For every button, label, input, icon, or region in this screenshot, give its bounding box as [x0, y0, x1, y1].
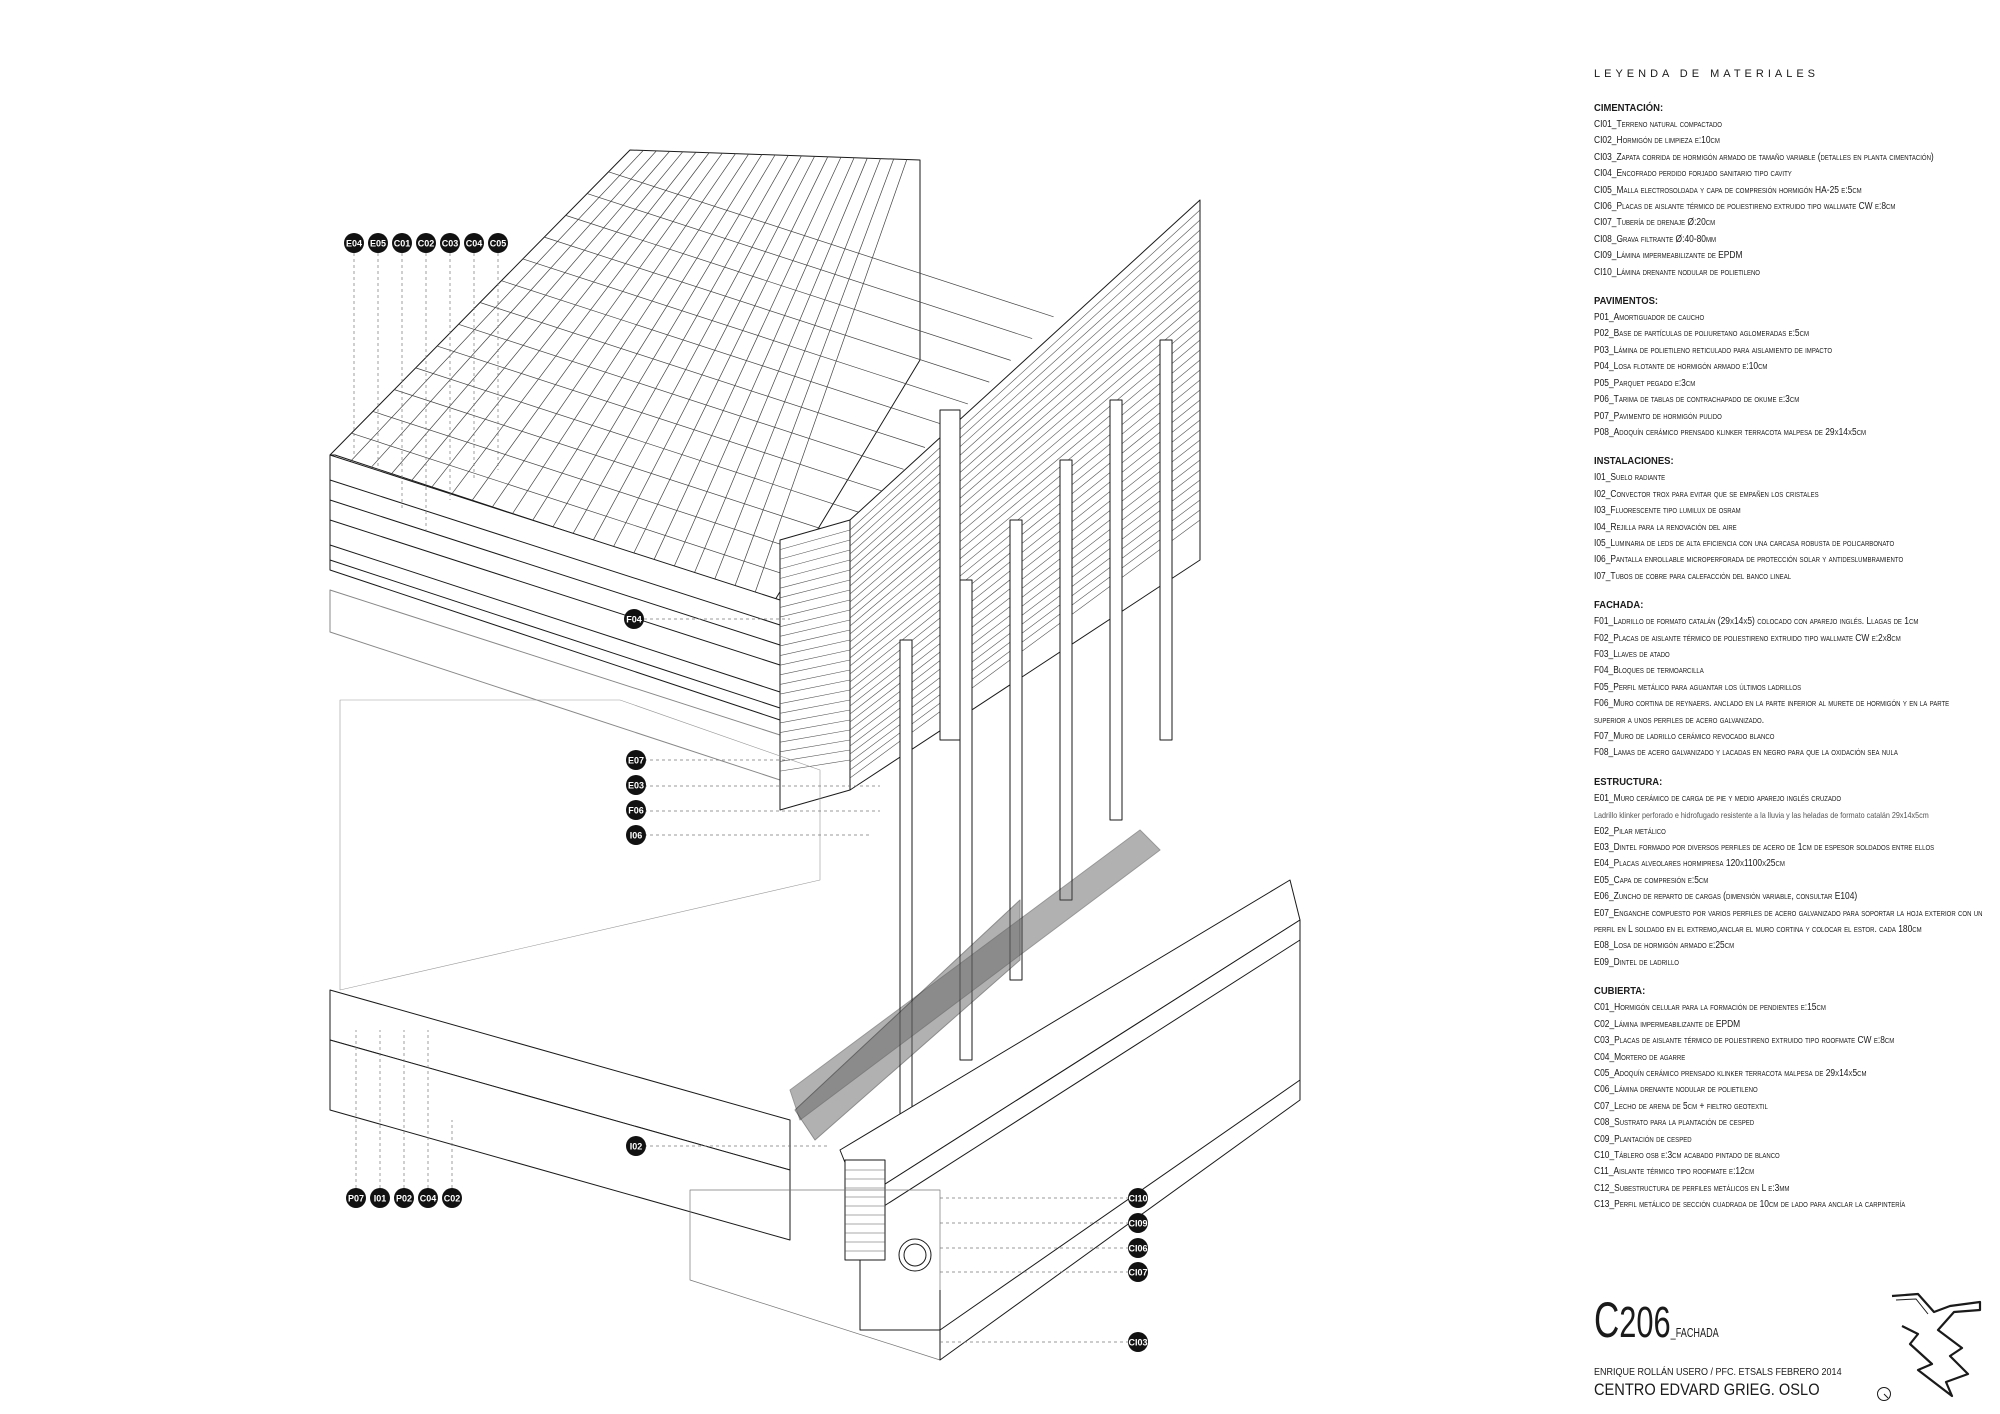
material-tag-label: C04 — [465, 238, 483, 249]
legend-item: P02_Base de partículas de poliuretano aglomeradas e:5cm — [1594, 328, 1809, 340]
legend-title: LEYENDA DE MATERIALES — [1594, 68, 1820, 80]
mullion — [1110, 400, 1122, 820]
legend-item: E09_Dintel de ladrillo — [1594, 956, 1679, 968]
legend-item: CI08_Grava filtrante Ø:40-80mm — [1594, 233, 1717, 245]
legend-item: CI09_Lámina impermeabilizante de EPDM — [1594, 250, 1743, 262]
material-tag — [346, 1188, 366, 1208]
legend-section-heading: FACHADA: — [1594, 599, 1644, 612]
legend-item: P08_Adoquín cerámico prensado klinker terracota malpesa de 29x14x5cm — [1594, 426, 1867, 438]
legend-item: I05_Luminaria de leds de alta eficiencia con una carcasa robusta de policarbonato — [1594, 537, 1895, 549]
legend-item: P01_Amortiguador de caucho — [1594, 312, 1705, 324]
material-tag — [442, 1188, 462, 1208]
legend-item: C09_Plantación de cesped — [1594, 1133, 1692, 1145]
material-tag — [418, 1188, 438, 1208]
sheet-number: 206 — [1619, 1298, 1671, 1347]
legend-item: C08_Sustrato para la plantación de cesped — [1594, 1117, 1755, 1129]
material-tag — [1128, 1332, 1148, 1352]
legend-item: C03_Placas de aislante térmico de poliestireno extruido tipo roofmate CW e:8cm — [1594, 1035, 1895, 1047]
material-tag-label: I02 — [629, 1141, 643, 1152]
legend-item: E06_Zuncho de reparto de cargas (dimensión variable, consultar E104) — [1594, 891, 1858, 903]
legend-item: CI05_Malla electrosoldada y capa de compresión hormigón HA-25 e:5cm — [1594, 184, 1862, 196]
material-tag — [488, 233, 508, 253]
legend-item: C06_Lámina drenante nodular de polietileno — [1594, 1084, 1758, 1096]
legend-item: I07_Tubos de cobre para calefacción del banco lineal — [1594, 570, 1792, 582]
material-tag-label: P07 — [347, 1193, 365, 1204]
material-tag-label: E04 — [345, 238, 363, 249]
legend-item: CI10_Lámina drenante nodular de polietileno — [1594, 266, 1760, 278]
author-line: ENRIQUE ROLLÁN USERO / PFC. ETSALS FEBRERO 2014 — [1594, 1367, 1842, 1378]
legend-item: F04_Bloques de termoarcilla — [1594, 665, 1704, 677]
material-tag — [626, 775, 646, 795]
title-block — [1594, 1292, 1894, 1400]
legend-item: F08_Lamas de acero galvanizado y lacadas en negro para que la oxidación sea nula — [1594, 747, 1898, 759]
material-tag-label: E07 — [627, 755, 645, 766]
legend-section-heading: INSTALACIONES: — [1594, 455, 1674, 468]
legend-section — [1594, 295, 1984, 441]
material-tag-label: C02 — [443, 1193, 461, 1204]
legend-item: P07_Pavimento de hormigón pulido — [1594, 410, 1722, 422]
material-tag-label: CI07 — [1128, 1267, 1148, 1278]
legend-item: F03_Llaves de atado — [1594, 648, 1670, 660]
legend-section — [1594, 985, 1984, 1213]
legend-item: CI03_Zapata corrida de hormigón armado de tamaño variable (detalles en planta cimentación) — [1594, 151, 1934, 163]
material-tag-label: CI06 — [1128, 1243, 1148, 1254]
legend-section — [1594, 102, 1984, 281]
material-tag-label: F06 — [628, 805, 644, 816]
mullion — [1060, 460, 1072, 900]
material-tag — [1128, 1238, 1148, 1258]
material-tag — [440, 233, 460, 253]
legend-item: I02_Convector trox para evitar que se empañen los cristales — [1594, 488, 1819, 500]
legend-item: F07_Muro de ladrillo cerámico revocado blanco — [1594, 731, 1775, 742]
material-tag — [626, 825, 646, 845]
legend-item: F02_Placas de aislante térmico de poliestireno extruido tipo wallmate CW e:2x8cm — [1594, 632, 1901, 644]
material-tag-label: F04 — [626, 614, 642, 625]
material-tag-label: I06 — [629, 830, 643, 841]
material-tag-label: C03 — [441, 238, 459, 249]
material-tag — [626, 750, 646, 770]
legend-item: E03_Dintel formado por diversos perfiles de acero de 1cm de espesor soldados entre ellos — [1594, 842, 1935, 854]
legend-item: I04_Rejilla para la renovación del aire — [1594, 521, 1737, 533]
material-tag-label: I01 — [373, 1193, 387, 1204]
material-tag-label: C01 — [393, 238, 411, 249]
legend-item: P04_Losa flotante de hormigón armado e:10cm — [1594, 361, 1768, 373]
legend-item: C11_Aislante térmico tipo roofmate e:12cm — [1594, 1166, 1755, 1178]
legend-item: Ladrillo klinker perforado e hidrofugado resistente a la lluvia y las heladas de formato catalán 29x14x5cm — [1594, 810, 1929, 821]
legend-item: C05_Adoquín cerámico prensado klinker terracota malpesa de 29x14x5cm — [1594, 1067, 1867, 1079]
material-tag — [626, 800, 646, 820]
legend-item: C07_Lecho de arena de 5cm + fieltro geotextil — [1594, 1100, 1768, 1112]
material-tag-label: P02 — [395, 1193, 413, 1204]
metal-pillar — [940, 410, 960, 740]
legend-item: F06_Muro cortina de reynaers. anclado en la parte inferior al murete de hormigón y en la parte superior a unos perfiles de acero galvanizado. — [1594, 698, 1950, 726]
material-tag — [394, 1188, 414, 1208]
material-tag-label: C05 — [489, 238, 507, 249]
legend-item: C10_Táblero osb e:3cm acabado pintado de blanco — [1594, 1149, 1780, 1161]
legend-item: CI04_Encofrado perdido forjado sanitario tipo cavity — [1594, 168, 1792, 180]
sheet-letter: C — [1594, 1292, 1620, 1348]
legend-item: E04_Placas alveolares hormipresa 120x1100x25cm — [1594, 858, 1785, 870]
material-tag — [624, 609, 644, 629]
material-tag — [464, 233, 484, 253]
brick-parapet-front — [780, 520, 850, 810]
foundation-brick-wall — [845, 1160, 885, 1260]
legend-section-heading: ESTRUCTURA: — [1594, 775, 1663, 788]
legend-item: P03_Lámina de polietileno reticulado para aislamiento de impacto — [1594, 344, 1833, 356]
legend-section — [1594, 599, 1984, 762]
legend-item: E02_Pilar metálico — [1594, 825, 1666, 837]
legend-section-heading: CUBIERTA: — [1594, 985, 1646, 998]
material-tag-label: CI10 — [1128, 1193, 1148, 1204]
material-tag-label: CI03 — [1128, 1337, 1148, 1348]
sheet-code — [1594, 1292, 1804, 1353]
legend-item: I03_Fluorescente tipo lumilux de osram — [1594, 505, 1741, 517]
legend-sections — [1594, 102, 1984, 1214]
legend-item: E08_Losa de hormigón armado e:25cm — [1594, 940, 1735, 952]
material-tag-label: E03 — [627, 780, 645, 791]
material-tag — [626, 1136, 646, 1156]
legend-item: C13_Perfil metálico de sección cuadrada de 10cm de lado para anclar la carpintería — [1594, 1199, 1906, 1211]
legend-item: CI01_Terreno natural compactado — [1594, 119, 1722, 130]
legend-item: C01_Hormigón celular para la formación de pendientes e:15cm — [1594, 1002, 1826, 1014]
material-tag-label: E05 — [369, 238, 387, 249]
material-tag — [1128, 1213, 1148, 1233]
legend-item: CI07_Tubería de drenaje Ø:20cm — [1594, 217, 1716, 229]
legend-item: P06_Tarima de tablas de contrachapado de okume e:3cm — [1594, 394, 1800, 406]
project-name: CENTRO EDVARD GRIEG. OSLO — [1594, 1380, 1820, 1399]
material-tag-label: C04 — [419, 1193, 437, 1204]
material-tag — [368, 233, 388, 253]
legend-item: I06_Pantalla enrollable microperforada de protección solar y antideslumbramiento — [1594, 554, 1904, 566]
legend-item: E07_Enganche compuesto por varios perfiles de acero galvanizado para soportar la hoja exterior con un perfil en L soldado en el extremo,anclar el muro cortina y colocar el estor. cada 180cm — [1594, 907, 1983, 936]
mullion — [900, 640, 912, 1140]
legend-item: C04_Mortero de agarre — [1594, 1051, 1686, 1063]
legend-section-heading: CIMENTACIÓN: — [1594, 102, 1664, 114]
material-tag — [416, 233, 436, 253]
materials-legend — [1594, 68, 1984, 1228]
material-tag — [370, 1188, 390, 1208]
mullion — [1160, 340, 1172, 740]
material-tag-label: C02 — [417, 238, 435, 249]
legend-item: I01_Suelo radiante — [1594, 472, 1666, 484]
legend-item: F01_Ladrillo de formato catalán (29x14x5) colocado con aparejo inglés. Llagas de 1cm — [1594, 616, 1919, 628]
legend-item: C12_Subestructura de perfiles metálicos en L e:3mm — [1594, 1182, 1790, 1194]
material-tag — [392, 233, 412, 253]
legend-item: CI02_Hormigón de limpieza e:10cm — [1594, 135, 1720, 147]
key-plan-icon — [1888, 1290, 1988, 1400]
legend-item: C02_Lámina impermeabilizante de EPDM — [1594, 1018, 1741, 1030]
legend-section-heading: PAVIMENTOS: — [1594, 295, 1659, 308]
material-tag — [1128, 1262, 1148, 1282]
legend-item: E01_Muro cerámico de carga de pie y medio aparejo inglés cruzado — [1594, 792, 1842, 804]
legend-item: CI06_Placas de aislante térmico de poliestireno extruido tipo wallmate CW e:8cm — [1594, 201, 1896, 213]
material-tag — [344, 233, 364, 253]
legend-section — [1594, 776, 1984, 971]
material-tag-label: CI09 — [1128, 1218, 1148, 1229]
legend-item: E05_Capa de compresión e:5cm — [1594, 874, 1709, 886]
sheet-name: _FACHADA — [1670, 1325, 1719, 1340]
material-tag — [1128, 1188, 1148, 1208]
legend-item: P05_Parquet pegado e:3cm — [1594, 377, 1696, 389]
legend-section — [1594, 455, 1984, 585]
legend-item: F05_Perfil metálico para aguantar los últimos ladrillos — [1594, 681, 1802, 693]
